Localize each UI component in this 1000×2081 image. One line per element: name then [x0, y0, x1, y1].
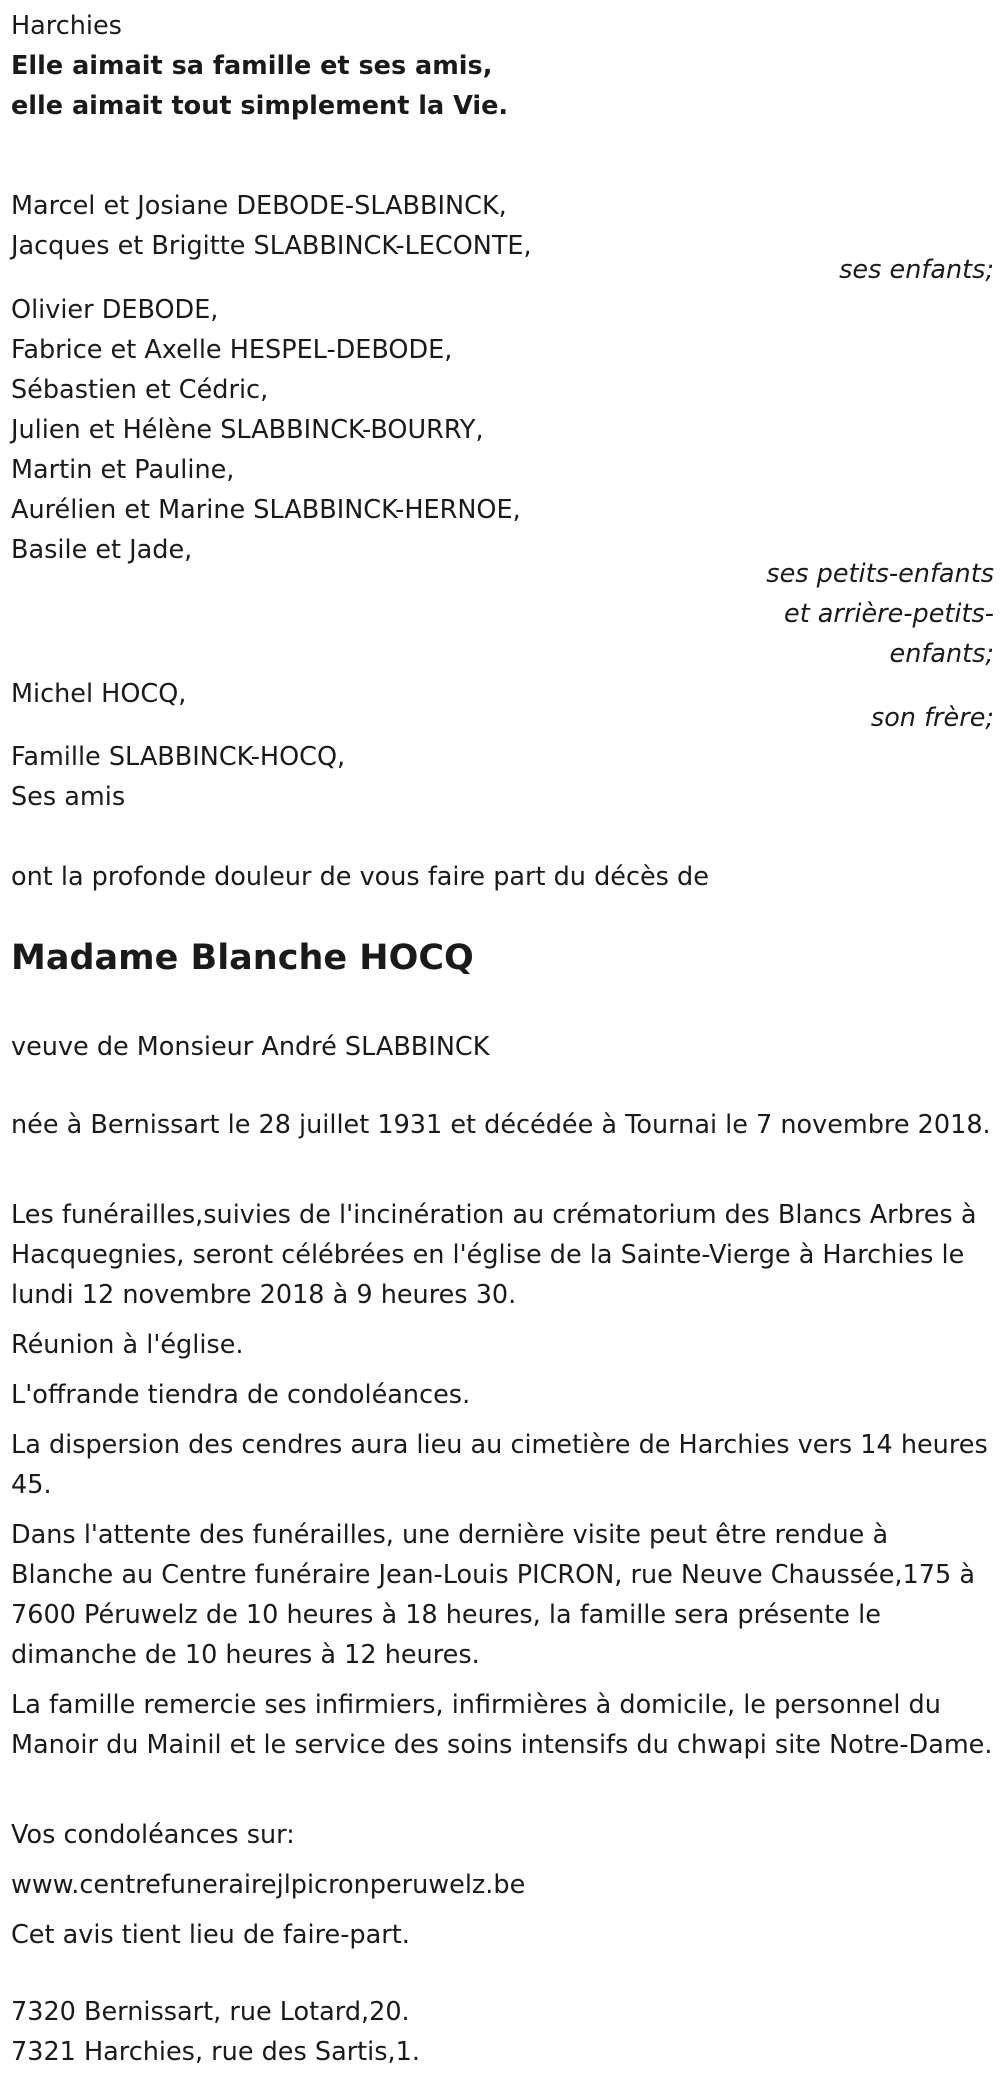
address-1: 7320 Bernissart, rue Lotard,20.: [11, 1997, 410, 2027]
quote-line-1: Elle aimait sa famille et ses amis,: [11, 51, 493, 81]
grandchildren-relation-line-2: et arrière-petits-: [784, 599, 994, 629]
condolences-link[interactable]: www.centrefunerairejlpicronperuwelz.be: [11, 1870, 526, 1900]
grandchildren-relation-line-3: enfants;: [889, 639, 994, 669]
family-line: Famille SLABBINCK-HOCQ,: [11, 742, 346, 772]
meeting-paragraph: Réunion à l'église.: [11, 1330, 244, 1360]
grandchildren-relation-line-1: ses petits-enfants: [766, 559, 994, 589]
announcement: ont la profonde douleur de vous faire part du décès de: [11, 862, 709, 892]
quote-line-2: elle aimait tout simplement la Vie.: [11, 91, 509, 121]
grandchild-name-1: Olivier DEBODE,: [11, 295, 219, 325]
grandchild-name-7: Basile et Jade,: [11, 535, 193, 565]
deceased-name: Madame Blanche HOCQ: [11, 938, 474, 978]
offering-paragraph: L'offrande tiendra de condoléances.: [11, 1380, 471, 1410]
condolences-label: Vos condoléances sur:: [11, 1820, 295, 1850]
grandchild-name-6: Aurélien et Marine SLABBINCK-HERNOE,: [11, 495, 521, 525]
grandchild-name-5: Martin et Pauline,: [11, 455, 235, 485]
child-name-2: Jacques et Brigitte SLABBINCK-LECONTE,: [11, 231, 532, 261]
grandchild-name-3: Sébastien et Cédric,: [11, 375, 269, 405]
place-name: Harchies: [11, 11, 122, 41]
grandchild-name-4: Julien et Hélène SLABBINCK-BOURRY,: [11, 415, 484, 445]
grandchild-name-2: Fabrice et Axelle HESPEL-DEBODE,: [11, 335, 453, 365]
friends-line: Ses amis: [11, 782, 126, 812]
child-name-1: Marcel et Josiane DEBODE-SLABBINCK,: [11, 191, 507, 221]
children-relation: ses enfants;: [839, 255, 994, 285]
thanks-paragraph: La famille remercie ses infirmiers, infirmières à domicile, le personnel du Manoir du Mainil et le service des soins intensifs du chwapi site Notre-Dame.: [11, 1690, 993, 1760]
address-2: 7321 Harchies, rue des Sartis,1.: [11, 2037, 420, 2067]
brother-relation: son frère;: [870, 703, 994, 733]
widow-of: veuve de Monsieur André SLABBINCK: [11, 1032, 490, 1062]
funeral-paragraph: Les funérailles,suivies de l'incinération au crématorium des Blancs Arbres à Hacquegnies, seront célébrées en l'église de la Sainte-Vierge à Harchies le lundi 12 novembre 2018 à 9 heures 30.: [11, 1200, 977, 1310]
birth-death-paragraph: née à Bernissart le 28 juillet 1931 et décédée à Tournai le 7 novembre 2018.: [11, 1110, 991, 1140]
notice-statement: Cet avis tient lieu de faire-part.: [11, 1920, 410, 1950]
visit-paragraph: Dans l'attente des funérailles, une dernière visite peut être rendue à Blanche au Centre funéraire Jean-Louis PICRON, rue Neuve Chaussée,175 à 7600 Péruwelz de 10 heures à 18 heures, la famille sera présente le dimanche de 10 heures à 12 heures.: [11, 1520, 975, 1670]
ashes-paragraph: La dispersion des cendres aura lieu au cimetière de Harchies vers 14 heures 45.: [11, 1430, 988, 1500]
brother-name: Michel HOCQ,: [11, 679, 187, 709]
